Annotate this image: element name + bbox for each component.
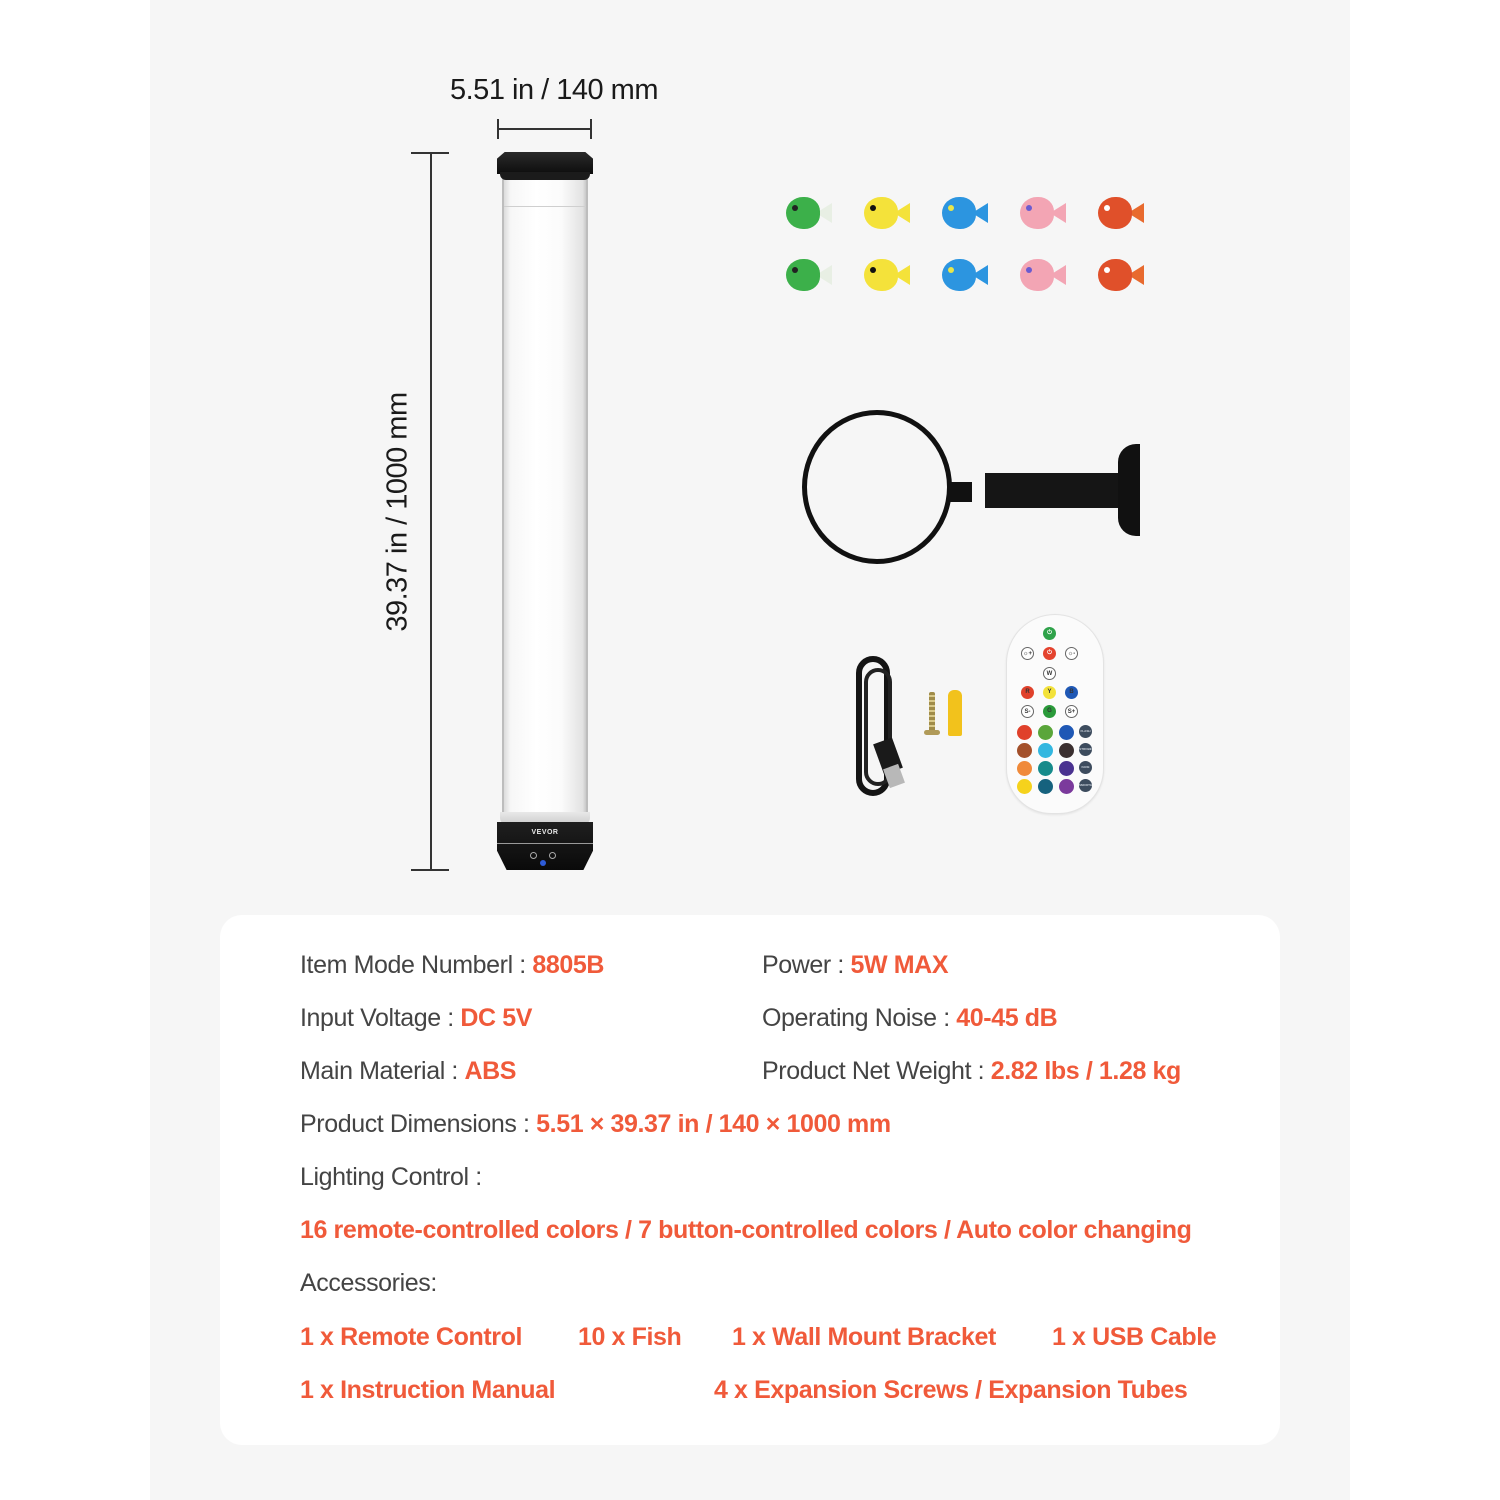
fish-yellow-icon [860, 255, 912, 295]
remote-control [1006, 614, 1104, 814]
fish-body [1098, 197, 1132, 229]
width-dimension-line [497, 128, 592, 130]
fish-yellow-icon [860, 193, 912, 233]
fish-eye [1026, 205, 1032, 211]
accessory-item: 10 x Fish [578, 1323, 682, 1351]
fish-row [782, 255, 1162, 300]
fish-pink-icon [1016, 255, 1068, 295]
spec-label: Product Net Weight : [762, 1057, 991, 1085]
spec-label: Operating Noise : [762, 1004, 957, 1032]
remote-red-button: R [1021, 686, 1034, 699]
fish-body [942, 197, 976, 229]
bracket-wall-plate [1118, 444, 1140, 536]
lamp-cap [497, 152, 593, 174]
remote-off-button: ⏻ [1043, 647, 1056, 660]
lamp-mode-button-icon [549, 852, 556, 859]
bracket-neck [950, 482, 972, 502]
fish-orange-icon [1094, 193, 1146, 233]
spec-net-weight [762, 1057, 1181, 1086]
spec-value: ABS [464, 1057, 517, 1085]
remote-color-button [1038, 779, 1053, 794]
remote-speed-up-button: S+ [1065, 705, 1078, 718]
accessory-item: 1 x Instruction Manual [300, 1376, 556, 1404]
height-dimension-line [430, 152, 432, 870]
spec-value: 40-45 dB [956, 1004, 1058, 1032]
bracket-ring [802, 410, 952, 564]
remote-color-button [1038, 725, 1053, 740]
bracket-arm [985, 473, 1130, 508]
remote-green-button: G [1043, 705, 1056, 718]
fish-body [864, 259, 898, 291]
fish-body [864, 197, 898, 229]
width-dimension-tick-left [497, 119, 499, 139]
remote-brightness-up-button: ☼+ [1021, 647, 1034, 660]
lamp-led-indicator [540, 860, 546, 866]
brand-logo: VEVOR [531, 829, 559, 836]
spec-accessories-label: Accessories: [300, 1269, 437, 1297]
fish-orange-icon [1094, 255, 1146, 295]
lamp-base-trim [497, 843, 593, 844]
remote-fade-button: FADE [1079, 761, 1092, 774]
remote-on-button: ⏻ [1043, 627, 1056, 640]
remote-speed-down-button: S- [1021, 705, 1034, 718]
fish-eye [792, 267, 798, 273]
lamp-water-line [504, 206, 586, 207]
accessory-item: 1 x USB Cable [1052, 1323, 1217, 1351]
remote-brightness-down-button: ☼- [1065, 647, 1078, 660]
remote-blue-button: B [1065, 686, 1078, 699]
width-dimension-label: 5.51 in / 140 mm [450, 74, 658, 106]
remote-color-button [1038, 761, 1053, 776]
fish-eye [948, 267, 954, 273]
accessory-item: 1 x Wall Mount Bracket [732, 1323, 996, 1351]
fish-eye [870, 205, 876, 211]
remote-color-button [1059, 761, 1074, 776]
fish-eye [792, 205, 798, 211]
spec-label: Item Mode Numberl : [300, 951, 533, 979]
height-dimension-tick-top [411, 152, 449, 154]
spec-value: 8805B [532, 951, 605, 979]
lamp-cap-rim [500, 172, 590, 180]
remote-color-button [1017, 743, 1032, 758]
fish-green-icon [782, 255, 834, 295]
fish-body [786, 259, 820, 291]
fish-pink-icon [1016, 193, 1068, 233]
specifications-card [220, 915, 1280, 1445]
remote-color-button [1017, 779, 1032, 794]
fish-green-icon [782, 193, 834, 233]
spec-product-dimensions [300, 1110, 891, 1139]
fish-body [1098, 259, 1132, 291]
screw-icon [929, 692, 935, 732]
fish-eye [870, 267, 876, 273]
spec-value: 2.82 lbs / 1.28 kg [990, 1057, 1181, 1085]
remote-white-button: W [1043, 667, 1056, 680]
fish-body [1020, 197, 1054, 229]
fish-row [782, 193, 1162, 238]
spec-value: 5W MAX [850, 951, 949, 979]
remote-color-button [1059, 743, 1074, 758]
spec-value: 5.51 × 39.37 in / 140 × 1000 mm [536, 1110, 891, 1138]
spec-lighting-control-value: 16 remote-controlled colors / 7 button-controlled colors / Auto color changing [300, 1216, 1192, 1244]
spec-label: Main Material : [300, 1057, 465, 1085]
screw-head [924, 730, 940, 735]
remote-smooth-button: SMOOTH [1079, 779, 1092, 792]
fish-eye [1026, 267, 1032, 273]
remote-color-button [1017, 761, 1032, 776]
fish-blue-icon [938, 193, 990, 233]
remote-color-button [1017, 725, 1032, 740]
fish-eye [948, 205, 954, 211]
fish-eye [1104, 205, 1110, 211]
width-dimension-tick-right [590, 119, 592, 139]
remote-color-button [1059, 779, 1074, 794]
fish-body [786, 197, 820, 229]
spec-value: DC 5V [460, 1004, 533, 1032]
fish-blue-icon [938, 255, 990, 295]
remote-yellow-button: Y [1043, 686, 1056, 699]
lamp-power-button-icon [530, 852, 537, 859]
accessory-item: 1 x Remote Control [300, 1323, 522, 1351]
spec-power [762, 951, 948, 980]
lamp-tube [502, 178, 588, 818]
remote-color-button [1038, 743, 1053, 758]
fish-body [942, 259, 976, 291]
height-dimension-tick-bottom [411, 869, 449, 871]
remote-color-button [1059, 725, 1074, 740]
spec-label: Input Voltage : [300, 1004, 461, 1032]
remote-strobe-button: STROBE [1079, 743, 1092, 756]
fish-eye [1104, 267, 1110, 273]
spec-lighting-control-label: Lighting Control : [300, 1163, 482, 1191]
spec-input-voltage [300, 1004, 532, 1033]
expansion-tube-icon [948, 690, 962, 736]
height-dimension-label: 39.37 in / 1000 mm [381, 392, 414, 632]
fish-body [1020, 259, 1054, 291]
spec-operating-noise [762, 1004, 1057, 1033]
fish-group [782, 193, 1162, 303]
spec-label: Power : [762, 951, 851, 979]
accessory-item: 4 x Expansion Screws / Expansion Tubes [714, 1376, 1188, 1404]
spec-main-material [300, 1057, 516, 1086]
spec-model [300, 951, 604, 980]
remote-flash-button: FLASH [1079, 725, 1092, 738]
spec-label: Product Dimensions : [300, 1110, 537, 1138]
